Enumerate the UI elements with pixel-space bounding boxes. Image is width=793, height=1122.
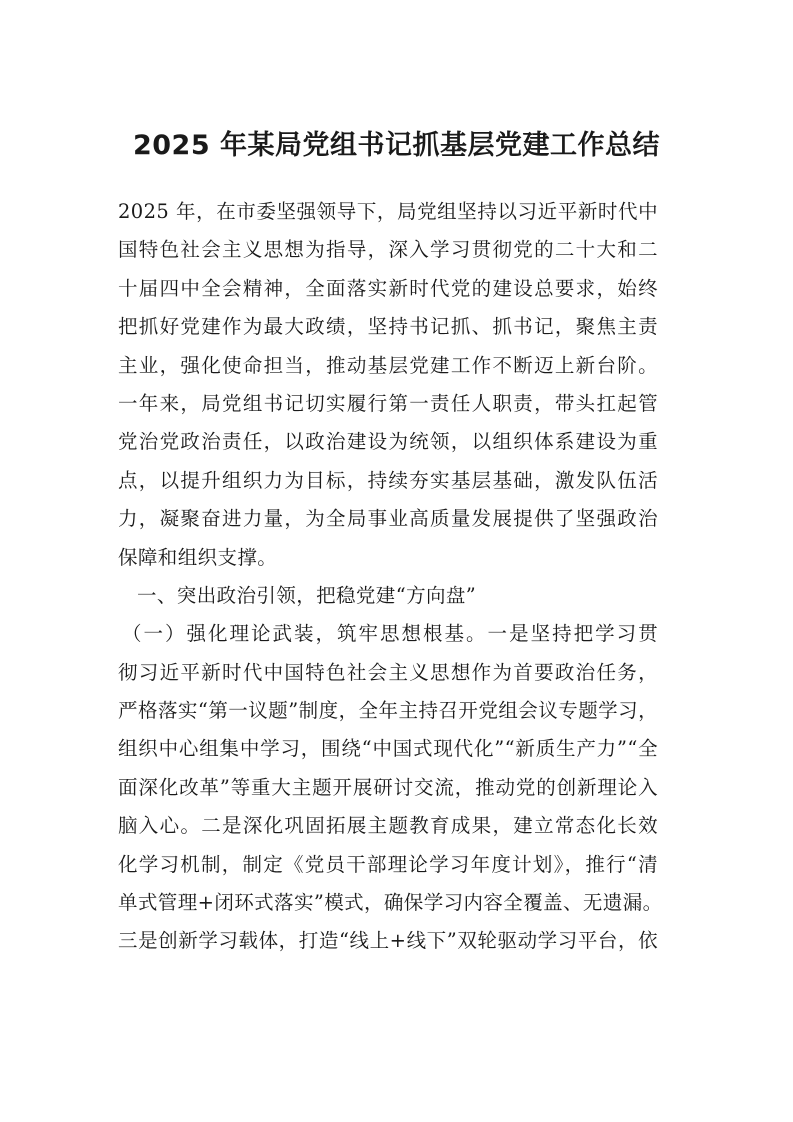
body-line: 单式管理+闭环式落实”模式，确保学习内容全覆盖、无遗漏。 — [118, 891, 663, 915]
body-line: 一年来，局党组书记切实履行第一责任人职责，带头扛起管 — [118, 391, 658, 415]
body-line: 面深化改革”等重大主题开展研讨交流，推动党的创新理论入 — [118, 775, 658, 799]
body-line: 保障和组织支撑。 — [118, 545, 278, 569]
body-line: 彻习近平新时代中国特色社会主义思想作为首要政治任务， — [118, 660, 658, 684]
body-line: 国特色社会主义思想为指导，深入学习贯彻党的二十大和二 — [118, 238, 658, 262]
subsection-line: （一）强化理论武装，筑牢思想根基。一是坚持把学习贯 — [122, 622, 658, 646]
body-line: 十届四中全会精神，全面落实新时代党的建设总要求，始终 — [118, 276, 658, 300]
body-line: 点，以提升组织力为目标，持续夯实基层基础，激发队伍活 — [118, 468, 658, 492]
body-line: 党治党政治责任，以政治建设为统领，以组织体系建设为重 — [118, 430, 658, 454]
body-line: 脑入心。二是深化巩固拓展主题教育成果，建立常态化长效 — [118, 814, 658, 838]
body-line: 化学习机制，制定《党员干部理论学习年度计划》，推行“清 — [118, 852, 658, 876]
body-line: 严格落实“第一议题”制度，全年主持召开党组会议专题学习， — [118, 699, 658, 723]
body-line: 三是创新学习载体，打造“线上+线下”双轮驱动学习平台，依 — [118, 929, 658, 953]
document-title: 2025 年某局党组书记抓基层党建工作总结 — [132, 130, 661, 161]
body-line: 力，凝聚奋进力量，为全局事业高质量发展提供了坚强政治 — [118, 507, 658, 531]
section-heading: 一、突出政治引领，把稳党建“方向盘” — [137, 583, 477, 607]
body-line: 主业，强化使命担当，推动基层党建工作不断迈上新台阶。 — [118, 353, 658, 377]
body-line: 组织中心组集中学习，围绕“中国式现代化”“新质生产力”“全 — [118, 737, 658, 761]
body-line: 2025 年，在市委坚强领导下，局党组坚持以习近平新时代中 — [118, 200, 658, 223]
body-line: 把抓好党建作为最大政绩，坚持书记抓、抓书记，聚焦主责 — [118, 315, 658, 339]
document-body — [118, 193, 663, 961]
